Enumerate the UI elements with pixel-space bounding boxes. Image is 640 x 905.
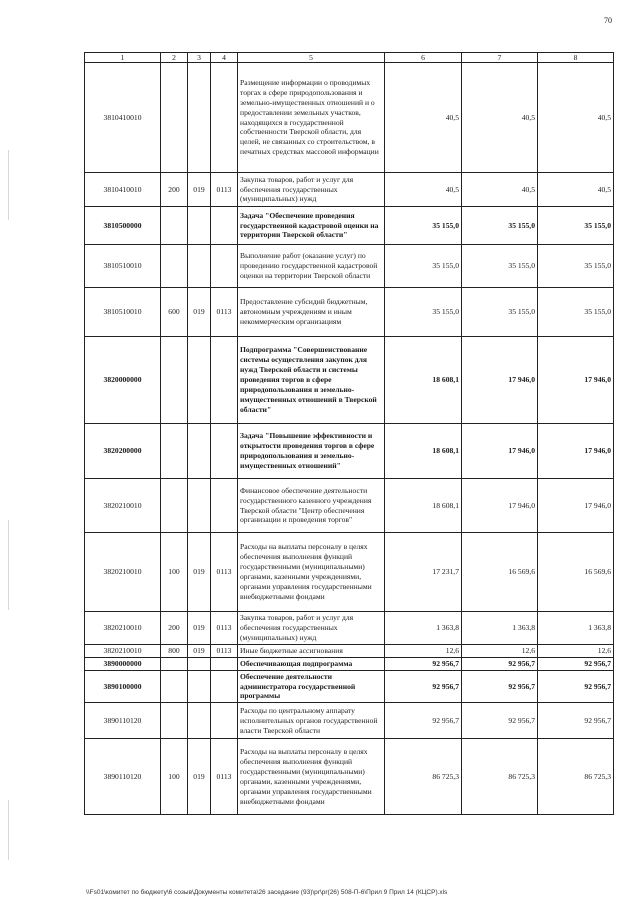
table-row [85, 424, 614, 479]
footer-file-path: \\Fs01\комитет по бюджету\6 созыв\Документы комитета\26 заседание (93)\pr\pr(26) 508-П-6\Прил 9 Прил 14 (КЦСР).xls [86, 889, 448, 896]
expense-type-cell [161, 245, 188, 288]
amount-year3-cell: 92 956,7 [538, 703, 614, 739]
section-code-cell: 0113 [211, 739, 238, 815]
description-cell: Иные бюджетные ассигнования [238, 645, 385, 658]
amount-year3-cell: 92 956,7 [538, 657, 614, 670]
section-code-cell [211, 245, 238, 288]
kcsr-code-cell: 3890000000 [85, 657, 161, 670]
amount-year3-cell: 92 956,7 [538, 670, 614, 703]
scan-margin-mark [8, 800, 9, 860]
kcsr-code-cell: 3820200000 [85, 424, 161, 479]
kcsr-code-cell: 3820000000 [85, 337, 161, 424]
header-cell: 6 [385, 53, 462, 63]
amount-year3-cell: 17 946,0 [538, 337, 614, 424]
expense-type-cell: 800 [161, 645, 188, 658]
kcsr-code-cell: 3810410010 [85, 173, 161, 207]
expense-type-cell [161, 479, 188, 533]
amount-year3-cell: 16 569,6 [538, 533, 614, 612]
header-cell: 1 [85, 53, 161, 63]
expense-type-cell [161, 657, 188, 670]
scan-margin-mark [8, 520, 9, 610]
ministry-code-cell [188, 245, 211, 288]
amount-year3-cell: 35 155,0 [538, 245, 614, 288]
amount-year3-cell: 17 946,0 [538, 479, 614, 533]
ministry-code-cell [188, 424, 211, 479]
kcsr-code-cell: 3820210010 [85, 645, 161, 658]
amount-year3-cell: 17 946,0 [538, 424, 614, 479]
expense-type-cell [161, 337, 188, 424]
amount-year2-cell: 16 569,6 [462, 533, 538, 612]
expense-type-cell: 100 [161, 739, 188, 815]
description-cell: Закупка товаров, работ и услуг для обеспечения государственных (муниципальных) нужд [238, 173, 385, 207]
page-number: 70 [604, 16, 612, 25]
amount-year1-cell: 12,6 [385, 645, 462, 658]
ministry-code-cell: 019 [188, 288, 211, 337]
section-code-cell [211, 703, 238, 739]
kcsr-code-cell: 3810500000 [85, 207, 161, 245]
amount-year1-cell: 18 608,1 [385, 337, 462, 424]
description-cell: Задача "Обеспечение проведения государственной кадастровой оценки на территории Тверской области" [238, 207, 385, 245]
description-cell: Предоставление субсидий бюджетным, автономным учреждениям и иным некоммерческим организациям [238, 288, 385, 337]
table-row [85, 612, 614, 645]
ministry-code-cell [188, 207, 211, 245]
ministry-code-cell: 019 [188, 612, 211, 645]
amount-year3-cell: 86 725,3 [538, 739, 614, 815]
amount-year1-cell: 1 363,8 [385, 612, 462, 645]
table-row [85, 657, 614, 670]
table-row [85, 337, 614, 424]
amount-year2-cell: 92 956,7 [462, 670, 538, 703]
description-cell: Расходы на выплаты персоналу в целях обеспечения выполнения функций государственными (муниципальными) органами, казенными учреждениями, органами управления государственными внебюджетными фондами [238, 533, 385, 612]
ministry-code-cell: 019 [188, 739, 211, 815]
amount-year2-cell: 35 155,0 [462, 245, 538, 288]
amount-year2-cell: 17 946,0 [462, 479, 538, 533]
table-row [85, 245, 614, 288]
header-cell: 5 [238, 53, 385, 63]
expense-type-cell: 200 [161, 173, 188, 207]
description-cell: Финансовое обеспечение деятельности государственного казенного учреждения Тверской области "Центр обеспечения организации и проведения торгов" [238, 479, 385, 533]
description-cell: Размещение информации о проводимых торгах в сфере природопользования и земельно-имущественных отношений и о предоставлении земельных участков, находящихся в государственной собственности Тверской области, для целей, не связанных со строительством, в печатных средствах массовой информации [238, 63, 385, 173]
description-cell: Закупка товаров, работ и услуг для обеспечения государственных (муниципальных) нужд [238, 612, 385, 645]
expense-type-cell [161, 63, 188, 173]
table-row [85, 63, 614, 173]
expense-type-cell [161, 703, 188, 739]
section-code-cell [211, 63, 238, 173]
ministry-code-cell [188, 670, 211, 703]
expense-type-cell [161, 670, 188, 703]
kcsr-code-cell: 3890110120 [85, 739, 161, 815]
header-cell: 8 [538, 53, 614, 63]
section-code-cell [211, 479, 238, 533]
table-row [85, 288, 614, 337]
amount-year2-cell: 92 956,7 [462, 703, 538, 739]
section-code-cell [211, 207, 238, 245]
expense-type-cell: 600 [161, 288, 188, 337]
header-cell: 4 [211, 53, 238, 63]
amount-year1-cell: 35 155,0 [385, 288, 462, 337]
amount-year3-cell: 40,5 [538, 173, 614, 207]
description-cell: Расходы на выплаты персоналу в целях обеспечения выполнения функций государственными (муниципальными) органами, казенными учреждениями, органами управления государственными внебюджетными фондами [238, 739, 385, 815]
amount-year1-cell: 18 608,1 [385, 479, 462, 533]
description-cell: Задача "Повышение эффективности и открытости проведения торгов в сфере природопользования и земельно-имущественных отношений" [238, 424, 385, 479]
amount-year2-cell: 35 155,0 [462, 288, 538, 337]
expense-type-cell: 100 [161, 533, 188, 612]
description-cell: Обеспечивающая подпрограмма [238, 657, 385, 670]
ministry-code-cell [188, 657, 211, 670]
header-cell: 2 [161, 53, 188, 63]
amount-year3-cell: 1 363,8 [538, 612, 614, 645]
amount-year2-cell: 35 155,0 [462, 207, 538, 245]
table-row [85, 703, 614, 739]
expense-type-cell: 200 [161, 612, 188, 645]
amount-year1-cell: 92 956,7 [385, 670, 462, 703]
amount-year1-cell: 92 956,7 [385, 703, 462, 739]
description-cell: Расходы по центральному аппарату исполнительных органов государственной власти Тверской области [238, 703, 385, 739]
kcsr-code-cell: 3810510010 [85, 245, 161, 288]
budget-table [84, 52, 614, 815]
table-row [85, 533, 614, 612]
ministry-code-cell [188, 703, 211, 739]
description-cell: Подпрограмма "Совершенствование системы осуществления закупок для нужд Тверской области и системы проведения торгов в сфере природопользования и земельно-имущественных отношений в Тверской области" [238, 337, 385, 424]
table-row [85, 645, 614, 658]
ministry-code-cell: 019 [188, 645, 211, 658]
ministry-code-cell [188, 63, 211, 173]
table-row [85, 479, 614, 533]
amount-year1-cell: 18 608,1 [385, 424, 462, 479]
amount-year1-cell: 40,5 [385, 63, 462, 173]
ministry-code-cell [188, 337, 211, 424]
amount-year1-cell: 17 231,7 [385, 533, 462, 612]
section-code-cell: 0113 [211, 288, 238, 337]
amount-year2-cell: 86 725,3 [462, 739, 538, 815]
amount-year2-cell: 40,5 [462, 63, 538, 173]
amount-year1-cell: 35 155,0 [385, 245, 462, 288]
amount-year1-cell: 92 956,7 [385, 657, 462, 670]
kcsr-code-cell: 3810410010 [85, 63, 161, 173]
expense-type-cell [161, 207, 188, 245]
kcsr-code-cell: 3890100000 [85, 670, 161, 703]
amount-year3-cell: 40,5 [538, 63, 614, 173]
header-cell: 7 [462, 53, 538, 63]
scan-margin-mark [8, 150, 9, 220]
table-row [85, 207, 614, 245]
amount-year3-cell: 35 155,0 [538, 288, 614, 337]
table-row [85, 739, 614, 815]
table-row [85, 670, 614, 703]
expense-type-cell [161, 424, 188, 479]
amount-year2-cell: 40,5 [462, 173, 538, 207]
kcsr-code-cell: 3820210010 [85, 533, 161, 612]
section-code-cell: 0113 [211, 173, 238, 207]
section-code-cell: 0113 [211, 645, 238, 658]
header-cell: 3 [188, 53, 211, 63]
amount-year2-cell: 92 956,7 [462, 657, 538, 670]
ministry-code-cell [188, 479, 211, 533]
section-code-cell [211, 424, 238, 479]
kcsr-code-cell: 3820210010 [85, 612, 161, 645]
ministry-code-cell: 019 [188, 533, 211, 612]
description-cell: Выполнение работ (оказание услуг) по проведению государственной кадастровой оценки на территории Тверской области [238, 245, 385, 288]
amount-year1-cell: 40,5 [385, 173, 462, 207]
section-code-cell [211, 337, 238, 424]
amount-year1-cell: 86 725,3 [385, 739, 462, 815]
amount-year3-cell: 12,6 [538, 645, 614, 658]
section-code-cell [211, 657, 238, 670]
table-header-row [85, 53, 614, 63]
section-code-cell: 0113 [211, 533, 238, 612]
table-row [85, 173, 614, 207]
kcsr-code-cell: 3820210010 [85, 479, 161, 533]
amount-year1-cell: 35 155,0 [385, 207, 462, 245]
kcsr-code-cell: 3810510010 [85, 288, 161, 337]
amount-year2-cell: 17 946,0 [462, 337, 538, 424]
amount-year2-cell: 1 363,8 [462, 612, 538, 645]
description-cell: Обеспечение деятельности администратора государственной программы [238, 670, 385, 703]
section-code-cell: 0113 [211, 612, 238, 645]
section-code-cell [211, 670, 238, 703]
kcsr-code-cell: 3890110120 [85, 703, 161, 739]
amount-year2-cell: 12,6 [462, 645, 538, 658]
amount-year2-cell: 17 946,0 [462, 424, 538, 479]
ministry-code-cell: 019 [188, 173, 211, 207]
amount-year3-cell: 35 155,0 [538, 207, 614, 245]
